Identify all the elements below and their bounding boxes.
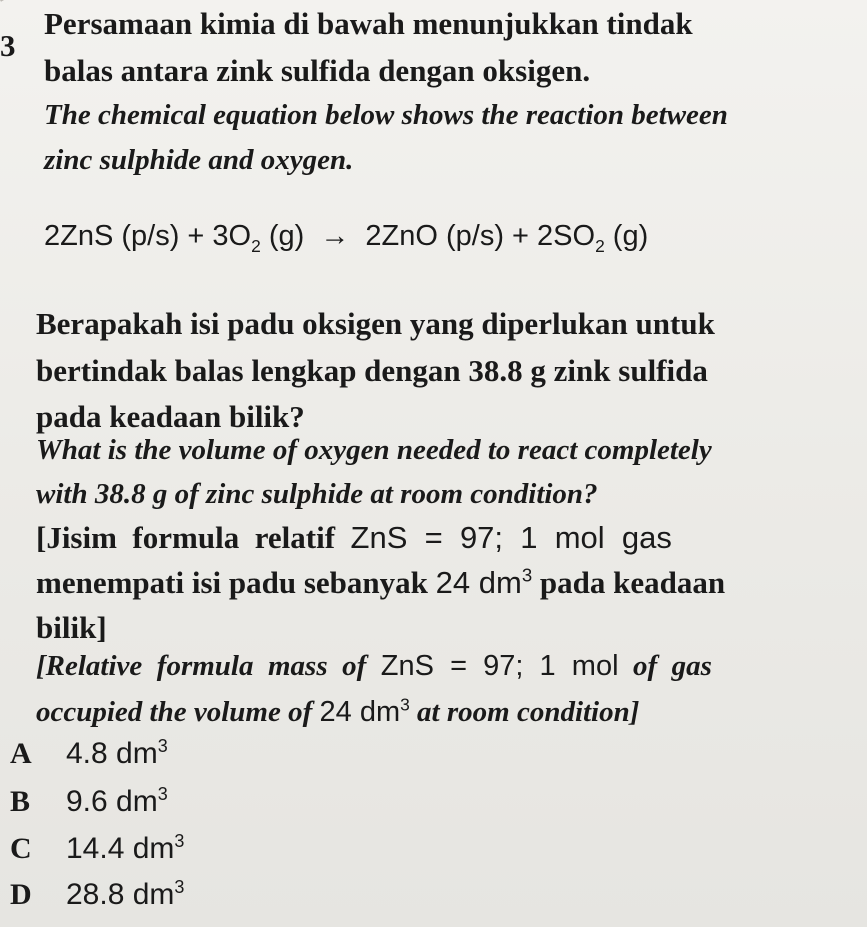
option-d[interactable] <box>10 878 184 912</box>
option-a[interactable] <box>10 737 168 771</box>
given-bm-formula: ZnS = 97; 1 mol gas <box>350 520 672 555</box>
given-en-rest: of gas <box>618 650 712 682</box>
option-sup: 3 <box>174 831 185 851</box>
eq-product-sub: 2 <box>595 235 605 256</box>
eq-reactant-sub: 2 <box>251 235 261 256</box>
given-bm-rest: pada keadaan <box>532 565 726 600</box>
ask-bm-line-1: Berapakah isi padu oksigen yang diperlukan untuk <box>36 306 715 341</box>
given-en-line-1 <box>36 652 712 681</box>
given-en-text: [Relative formula mass of <box>36 650 381 682</box>
option-sup: 3 <box>157 784 168 804</box>
option-letter: B <box>10 785 31 818</box>
given-bm-text: [Jisim formula relatif <box>36 520 351 555</box>
question-number: 3 <box>0 28 16 63</box>
option-value: 28.8 dm <box>66 878 175 911</box>
ask-bm-line-3: pada keadaan bilik? <box>36 399 305 434</box>
given-bm-text-2: menempati isi padu sebanyak <box>36 565 436 600</box>
option-letter: C <box>10 832 32 865</box>
given-bm-value: 24 dm <box>435 565 522 600</box>
given-bm-line-1 <box>36 522 672 553</box>
given-en-value: 24 dm <box>319 696 401 728</box>
given-en-line-2 <box>36 694 640 728</box>
given-bm-line-2 <box>36 564 726 600</box>
eq-product-state: (g) <box>604 220 649 252</box>
ask-en-line-1: What is the volume of oxygen needed to react completely <box>36 434 712 466</box>
option-letter: D <box>10 878 32 911</box>
option-value: 9.6 dm <box>66 785 158 818</box>
chemical-equation <box>44 220 649 256</box>
given-en-rest-2: at room condition] <box>409 696 640 728</box>
paper-edge <box>0 0 53 2</box>
given-en-text-2: occupied the volume of <box>36 696 320 728</box>
option-b[interactable] <box>10 785 168 819</box>
given-bm-line-3: bilik] <box>36 610 107 645</box>
option-value: 14.4 dm <box>66 832 175 865</box>
ask-bm-line-2: bertindak balas lengkap dengan 38.8 g zink sulfida <box>36 353 708 388</box>
given-bm-sup: 3 <box>521 564 533 586</box>
given-en-sup: 3 <box>400 694 410 715</box>
intro-bm-line-1: Persamaan kimia di bawah menunjukkan tindak <box>44 6 693 41</box>
option-sup: 3 <box>174 877 185 897</box>
eq-reactant-state: (g) <box>260 220 305 252</box>
intro-bm-line-2: balas antara zink sulfida dengan oksigen. <box>44 53 591 88</box>
reaction-arrow-icon: → <box>320 220 350 252</box>
given-en-formula: ZnS = 97; 1 mol <box>380 650 619 682</box>
option-letter: A <box>10 737 32 770</box>
option-value: 4.8 dm <box>66 737 158 770</box>
option-c[interactable] <box>10 832 184 866</box>
option-sup: 3 <box>157 736 168 756</box>
ask-en-line-2: with 38.8 g of zinc sulphide at room condition? <box>36 478 598 510</box>
intro-en-line-1: The chemical equation below shows the reaction between <box>44 99 728 131</box>
intro-en-line-2: zinc sulphide and oxygen. <box>44 144 354 176</box>
eq-products: 2ZnO (p/s) + 2SO <box>365 220 596 252</box>
eq-reactants: 2ZnS (p/s) + 3O <box>44 220 252 252</box>
